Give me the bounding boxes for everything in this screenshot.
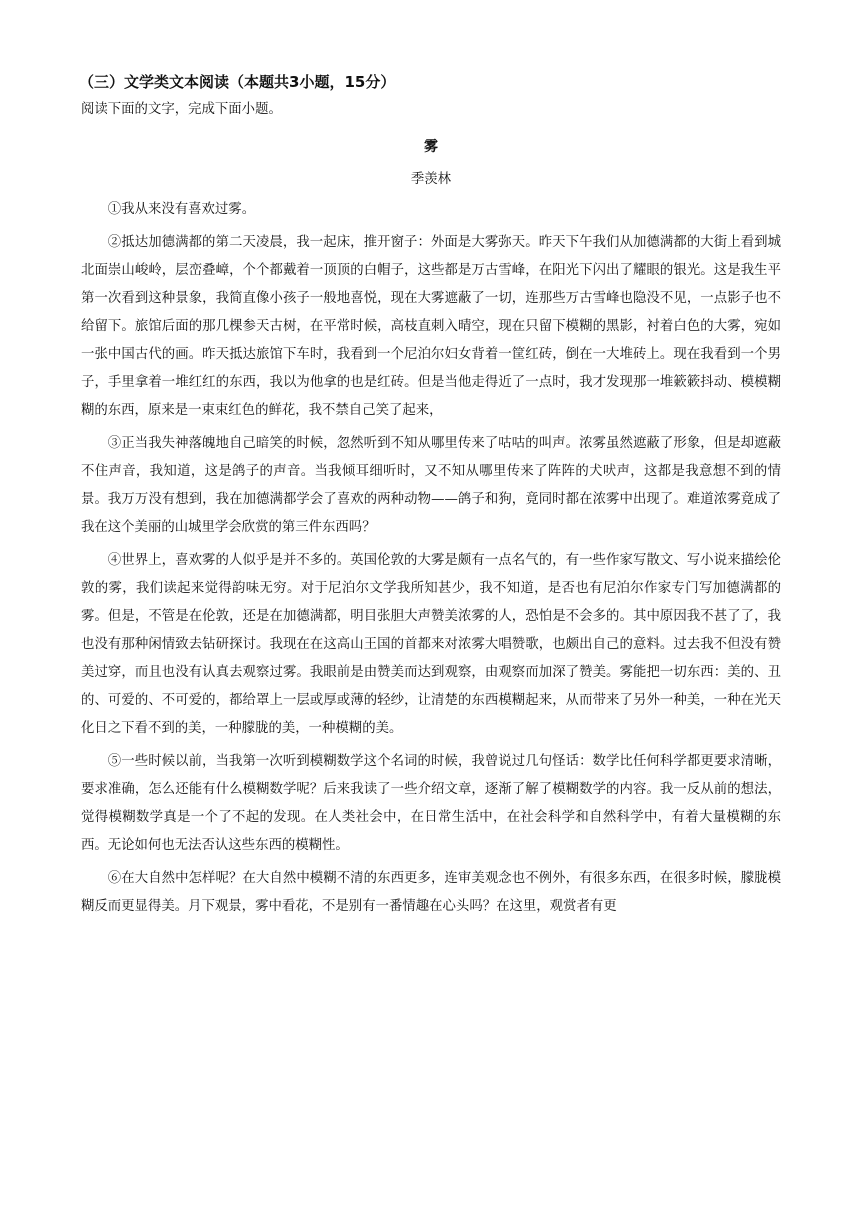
- paragraph-1: ①我从来没有喜欢过雾。: [107, 202, 256, 217]
- paragraph-5: ⑤一些时候以前，当我第一次听到模糊数学这个名词的时候，我曾说过几句怪话：数学比任何科学都更要求清晰，要求准确，怎么还能有什么模糊数学呢？后来我读了一些介绍文章，逐渐了解了模糊数学的内容。我一反从前的想法，觉得模糊数学真是一个了不起的发现。在人类社会中，在日常生活中，在社会科学和自然科学中，有着大量模糊的东西。无论如何也无法否认这些东西的模糊性。: [81, 754, 781, 853]
- section-title: （三）文学类文本阅读（本题共3小题，15分）: [79, 73, 396, 91]
- paragraph-4: ④世界上，喜欢雾的人似乎是并不多的。英国伦敦的大雾是颇有一点名气的，有一些作家写散文、写小说来描绘伦敦的雾，我们读起来觉得韵味无穷。对于尼泊尔文学我所知甚少，我不知道，是否也有尼泊尔作家专门写加德满都的雾。但是，不管是在伦敦，还是在加德满都，明目张胆大声赞美浓雾的人，恐怕是不会多的。其中原因我不甚了了，我也没有那种闲情致去钻研探讨。我现在在这高山王国的首都来对浓雾大唱赞歌，也颇出自己的意料。过去我不但没有赞美过穿，而且也没有认真去观察过雾。我眼前是由赞美而达到观察，由观察而加深了赞美。雾能把一切东西：美的、丑的、可爱的、不可爱的，都给罩上一层或厚或薄的轻纱，让清楚的东西模糊起来，从而带来了另外一种美，一种在光天化日之下看不到的美，一种朦胧的美，一种模糊的美。: [81, 553, 781, 736]
- paragraph-6: ⑥在大自然中怎样呢？在大自然中模糊不清的东西更多，连审美观念也不例外，有很多东西，在很多时候，朦胧模糊反而更显得美。月下观景，雾中看花，不是别有一番情趣在心头吗？在这里，观赏者有更: [81, 871, 781, 914]
- article-author: 季羡林: [410, 172, 452, 187]
- exam-page: [81, 70, 781, 921]
- article-body: [81, 196, 781, 921]
- paragraph-2: ②抵达加德满都的第二天凌晨，我一起床，推开窗子：外面是大雾弥天。昨天下午我们从加德满都的大街上看到城北面崇山峻岭，层峦叠嶂，个个都戴着一顶顶的白帽子，这些都是万古雪峰，在阳光下闪出了耀眼的银光。这是我生平第一次看到这种景象，我简直像小孩子一般地喜悦，现在大雾遮蔽了一切，连那些万古雪峰也隐没不见，一点影子也不给留下。旅馆后面的那几棵参天古树，在平常时候，高枝直刺入晴空，现在只留下模糊的黑影，衬着白色的大雾，宛如一张中国古代的画。昨天抵达旅馆下车时，我看到一个尼泊尔妇女背着一筐红砖，倒在一大堆砖上。现在我看到一个男子，手里拿着一堆红红的东西，我以为他拿的也是红砖。但是当他走得近了一点时，我才发现那一堆簌簌抖动、模模糊糊的东西，原来是一束束红色的鲜花，我不禁自己笑了起来，: [81, 235, 781, 418]
- paragraph-3: ③正当我失神落魄地自己暗笑的时候，忽然听到不知从哪里传来了咕咕的叫声。浓雾虽然遮蔽了形象，但是却遮蔽不住声音，我知道，这是鸽子的声音。当我倾耳细听时，又不知从哪里传来了阵阵的犬吠声，这都是我意想不到的情景。我万万没有想到，我在加德满都学会了喜欢的两种动物——鸽子和狗，竟同时都在浓雾中出现了。难道浓雾竟成了我在这个美丽的山城里学会欣赏的第三件东西吗？: [81, 436, 781, 535]
- section-instruction: 阅读下面的文字，完成下面小题。: [81, 102, 282, 117]
- article-title: 雾: [424, 139, 438, 155]
